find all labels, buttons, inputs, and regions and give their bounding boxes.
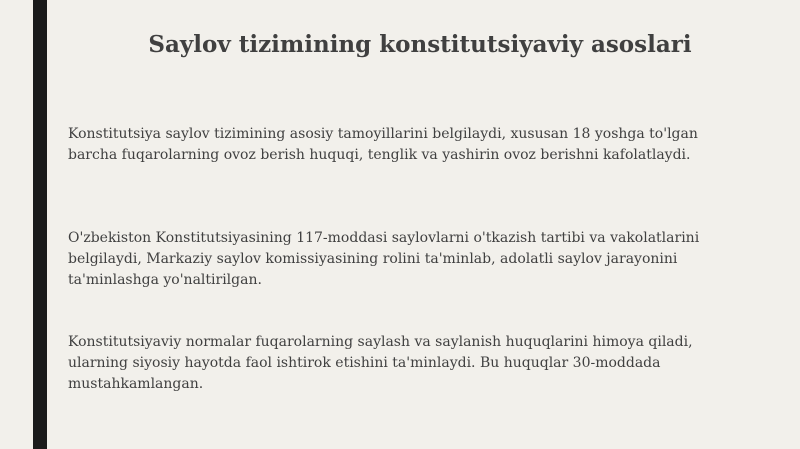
paragraph-article-30: Konstitutsiyaviy normalar fuqarolarning saylash va saylanish huquqlarini himoya qiladi, ularning siyosiy hayotda faol ishtirok etishini ta'minlaydi. Bu huquqlar 30-moddada mustahkamlangan. xyxy=(68,334,693,392)
paragraph-article-117: O'zbekiston Konstitutsiyasining 117-moddasi saylovlarni o'tkazish tartibi va vakolatlarini belgilaydi, Markaziy saylov komissiyasining rolini ta'minlab, adolatli saylov jarayonini ta'minlashga yo'naltirilgan. xyxy=(68,230,700,288)
paragraph-voting-principles: Konstitutsiya saylov tizimining asosiy tamoyillarini belgilaydi, xususan 18 yoshga to'lgan barcha fuqarolarning ovoz berish huquqi, tenglik va yashirin ovoz berishni kafolatlaydi. xyxy=(68,126,698,163)
slide-title: Saylov tizimining konstitutsiyaviy asoslari xyxy=(148,31,692,58)
left-accent-bar xyxy=(33,0,47,449)
